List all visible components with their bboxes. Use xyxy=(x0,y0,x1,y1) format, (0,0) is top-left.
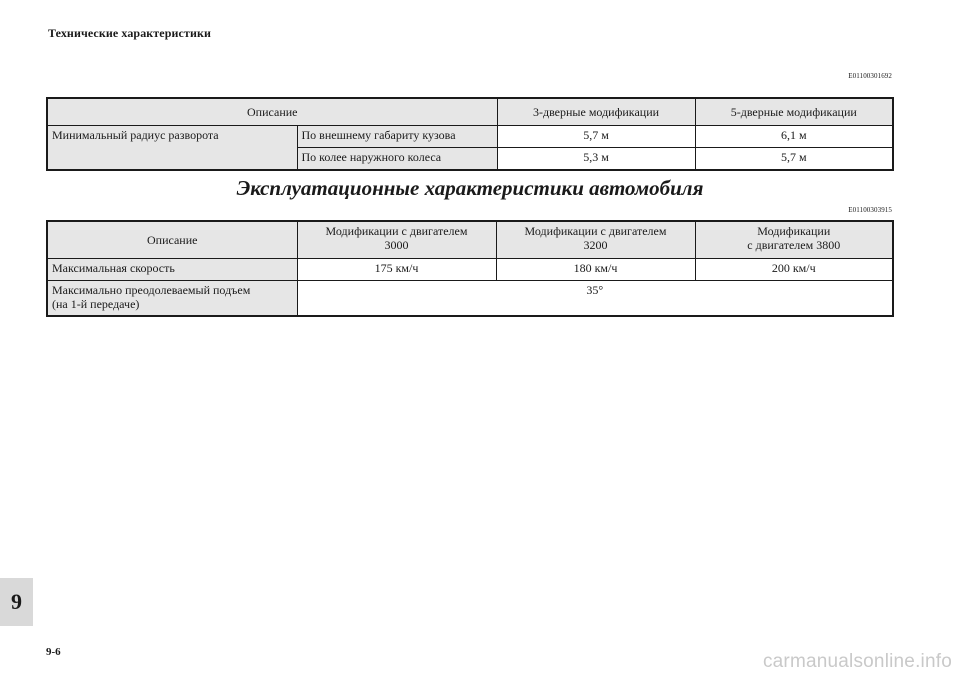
chapter-tab xyxy=(0,578,33,626)
header-engine-3000: Модификации с двигателем 3000 xyxy=(297,221,496,259)
section-title: Эксплуатационные характеристики автомобиля xyxy=(236,176,704,200)
cell-value: 35° xyxy=(297,281,893,317)
turning-radius-table xyxy=(46,97,894,171)
page-number: 9-6 xyxy=(46,646,61,658)
cell-value: 175 км/ч xyxy=(297,259,496,281)
row-label-max-speed: Максимальная скорость xyxy=(47,259,297,281)
header-engine-3200: Модификации с двигателем 3200 xyxy=(496,221,695,259)
chapter-number: 9 xyxy=(11,589,22,614)
header-description: Описание xyxy=(47,98,497,126)
header-3-door: 3-дверные модификации xyxy=(497,98,695,126)
cell-value: 200 км/ч xyxy=(695,259,893,281)
table1-code: E01100301692 xyxy=(848,72,892,80)
header-description: Описание xyxy=(47,221,297,259)
cell-value: 6,1 м xyxy=(695,126,893,148)
header-engine-3800: Модификации с двигателем 3800 xyxy=(695,221,893,259)
section-code: E01100303915 xyxy=(848,206,892,214)
row-label-max-grade: Максимально преодолеваемый подъем (на 1-й передаче) xyxy=(47,281,297,317)
header-5-door: 5-дверные модификации xyxy=(695,98,893,126)
cell-value: 5,7 м xyxy=(497,126,695,148)
cell-value: 5,3 м xyxy=(497,148,695,171)
cell-value: 180 км/ч xyxy=(496,259,695,281)
performance-table xyxy=(46,220,894,317)
sub-label-wheel: По колее наружного колеса xyxy=(297,148,497,171)
cell-value: 5,7 м xyxy=(695,148,893,171)
running-header: Технические характеристики xyxy=(48,26,211,40)
watermark: carmanualsonline.info xyxy=(762,651,952,672)
row-label-turning-radius: Минимальный радиус разворота xyxy=(47,126,297,171)
sub-label-body: По внешнему габариту кузова xyxy=(297,126,497,148)
